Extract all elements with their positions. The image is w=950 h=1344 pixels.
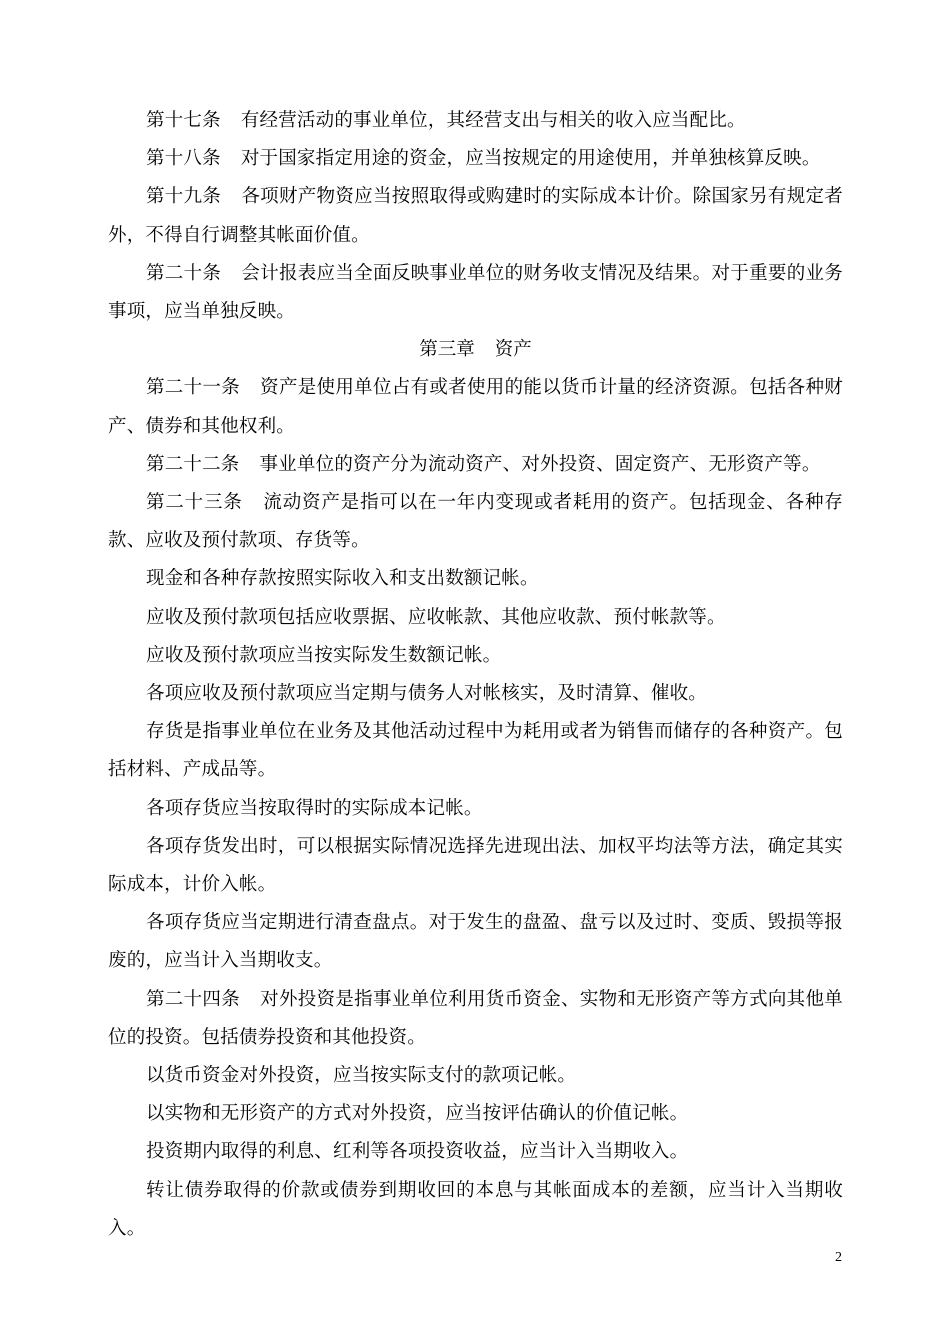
chapter-number: 第三章	[419, 339, 475, 361]
article-text: 对外投资是指事业单位利用货币资金、实物和无形资产等方式向其他单位的投资。包括债券投资和其他投资。	[108, 988, 843, 1048]
article-21	[108, 369, 843, 445]
paragraph: 各项存货应当定期进行清查盘点。对于发生的盘盈、盘亏以及过时、变质、毁损等报废的，应当计入当期收支。	[108, 912, 843, 972]
article-20	[108, 255, 843, 331]
article-number: 第二十一条	[146, 377, 241, 399]
article-23	[108, 484, 843, 560]
paragraph: 各项存货发出时，可以根据实际情况选择先进现出法、加权平均法等方法，确定其实际成本，计价入帐。	[108, 835, 843, 896]
article-text: 会计报表应当全面反映事业单位的财务收支情况及结果。对于重要的业务事项，应当单独反映。	[108, 262, 843, 323]
article-18	[108, 140, 843, 178]
paragraph: 转让债券取得的价款或债券到期收回的本息与其帐面成本的差额，应当计入当期收入。	[108, 1179, 843, 1239]
paragraph: 各项存货应当按取得时的实际成本记帐。	[146, 797, 483, 819]
article-text: 各项财产物资应当按照取得或购建时的实际成本计价。除国家另有规定者外，不得自行调整其帐面价值。	[108, 186, 843, 246]
paragraph: 以货币资金对外投资，应当按实际支付的款项记帐。	[146, 1065, 577, 1087]
article-22	[108, 446, 843, 484]
article-text: 资产是使用单位占有或者使用的能以货币计量的经济资源。包括各种财产、债券和其他权利。	[108, 377, 843, 437]
article-text: 事业单位的资产分为流动资产、对外投资、固定资产、无形资产等。	[259, 453, 821, 475]
document-body	[108, 102, 843, 1248]
article-text: 有经营活动的事业单位，其经营支出与相关的收入应当配比。	[240, 110, 746, 131]
article-text: 对于国家指定用途的资金，应当按规定的用途使用，并单独核算反映。	[240, 148, 821, 170]
chapter-heading	[108, 331, 843, 369]
article-number: 第十七条	[146, 110, 221, 131]
paragraph: 以实物和无形资产的方式对外投资，应当按评估确认的价值记帐。	[146, 1103, 689, 1125]
article-number: 第十九条	[146, 186, 222, 208]
paragraph: 投资期内取得的利息、红利等各项投资收益，应当计入当期收入。	[146, 1141, 689, 1163]
article-number: 第二十三条	[146, 492, 243, 514]
article-19	[108, 178, 843, 254]
paragraph: 应收及预付款项应当按实际发生数额记帐。	[146, 644, 502, 666]
article-number: 第二十条	[146, 262, 222, 284]
paragraph: 应收及预付款项包括应收票据、应收帐款、其他应收款、预付帐款等。	[146, 606, 726, 628]
paragraph: 存货是指事业单位在业务及其他活动过程中为耗用或者为销售而储存的各种资产。包括材料、产成品等。	[108, 721, 843, 781]
article-17	[108, 102, 843, 140]
article-number: 第二十四条	[146, 988, 241, 1010]
article-number: 第二十二条	[146, 453, 240, 475]
chapter-title: 资产	[494, 339, 532, 361]
article-text: 流动资产是指可以在一年内变现或者耗用的资产。包括现金、各种存款、应收及预付款项、存货等。	[108, 492, 843, 552]
paragraph: 各项应收及预付款项应当定期与债务人对帐核实，及时清算、催收。	[146, 683, 708, 705]
paragraph: 现金和各种存款按照实际收入和支出数额记帐。	[146, 568, 539, 590]
article-24	[108, 981, 843, 1057]
page-number: 2	[835, 1250, 842, 1265]
article-number: 第十八条	[146, 148, 221, 170]
